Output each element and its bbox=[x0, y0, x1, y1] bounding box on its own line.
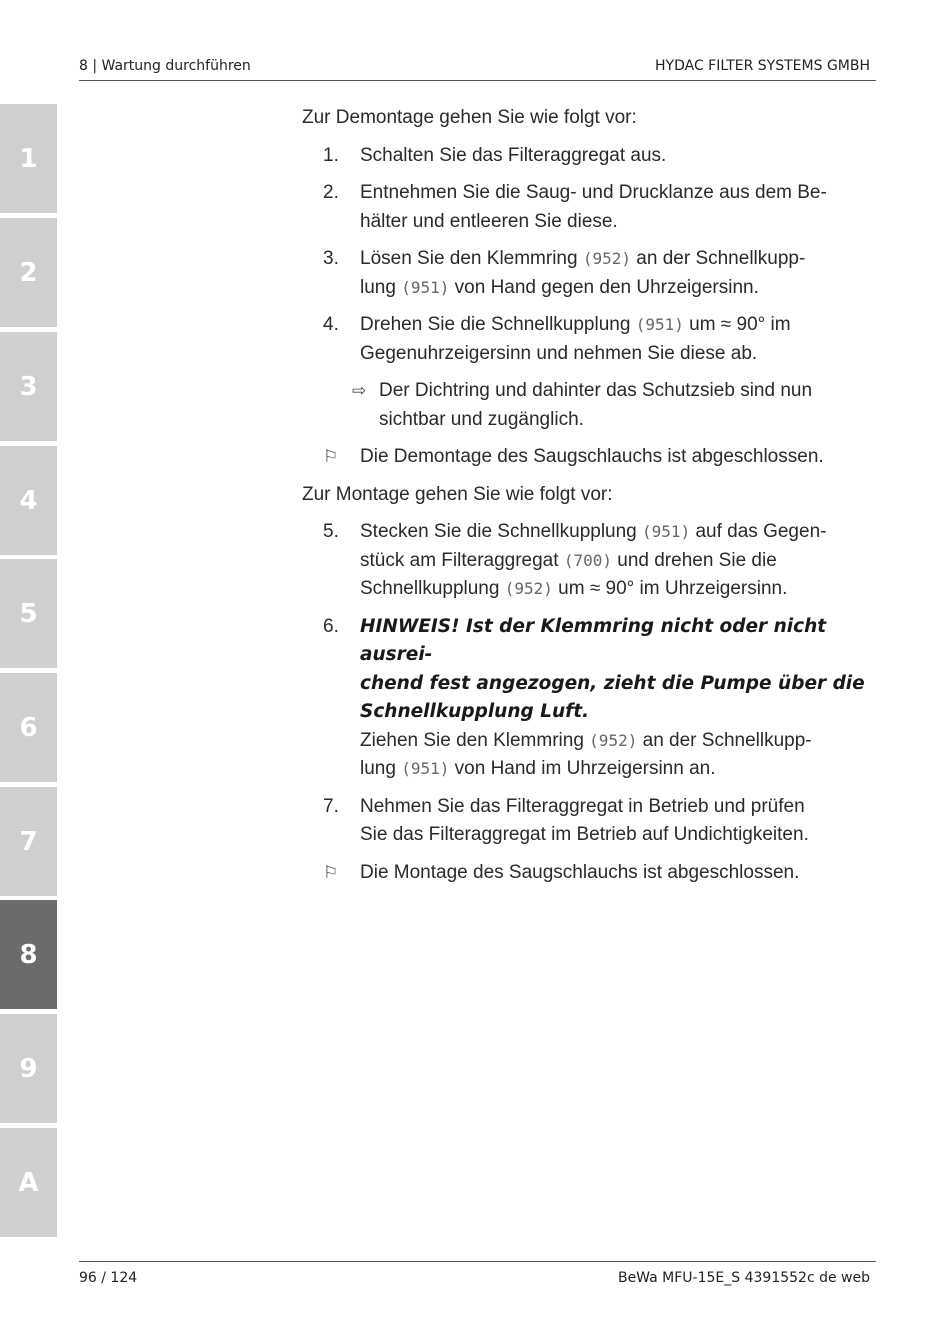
demontage-done bbox=[302, 443, 877, 472]
part-reference: (952) bbox=[589, 730, 638, 750]
part-reference: (951) bbox=[401, 277, 450, 297]
demontage-intro: Zur Demontage gehen Sie wie folgt vor: bbox=[302, 107, 637, 128]
step-text: und drehen Sie die bbox=[611, 549, 777, 571]
step-text: Gegenuhrzeigersinn und nehmen Sie diese ab. bbox=[360, 342, 758, 364]
part-reference: (952) bbox=[504, 579, 553, 598]
step-text: von Hand im Uhrzeigersinn an. bbox=[449, 758, 716, 779]
chapter-tab-7[interactable]: 7 bbox=[0, 787, 57, 896]
step-text-line: Entnehmen Sie die Saug- und Drucklanze aus dem Be- bbox=[360, 182, 827, 203]
document-id: BeWa MFU-15E_S 4391552c de web bbox=[617, 1270, 870, 1286]
flag-icon: ⚐ bbox=[323, 862, 339, 882]
step-text: Stecken Sie die Schnellkupplung bbox=[360, 521, 643, 542]
step-number: 3. bbox=[323, 248, 339, 269]
step-text: an der Schnellkupp- bbox=[631, 248, 806, 269]
step-text-line: Nehmen Sie das Filteraggregat in Betrieb und prüfen bbox=[360, 795, 805, 817]
chapter-tab-3[interactable]: 3 bbox=[0, 332, 57, 441]
page-content bbox=[302, 104, 877, 896]
step-text: Drehen Sie die Schnellkupplung bbox=[360, 314, 636, 335]
step-text: Ziehen Sie den Klemmring bbox=[360, 729, 590, 751]
step-text: stück am Filteraggregat bbox=[360, 549, 564, 571]
done-text: Die Demontage des Saugschlauchs ist abgeschlossen. bbox=[360, 446, 824, 467]
page-header bbox=[79, 56, 876, 81]
step-number: 5. bbox=[323, 521, 339, 542]
chapter-tab-4[interactable]: 4 bbox=[0, 446, 57, 555]
step-text-line: Sie das Filteraggregat im Betrieb auf Undichtigkeiten. bbox=[360, 824, 809, 845]
flag-icon: ⚐ bbox=[323, 447, 339, 466]
warning-text: HINWEIS! Ist der Klemmring nicht oder nicht ausrei- bbox=[360, 615, 827, 665]
result-arrow-icon: ⇨ bbox=[352, 381, 367, 400]
step-text: von Hand gegen den Uhrzeigersinn. bbox=[449, 276, 759, 298]
part-reference: (952) bbox=[582, 249, 632, 268]
warning-text: chend fest angezogen, zieht die Pumpe über die bbox=[360, 672, 865, 694]
chapter-tab-6[interactable]: 6 bbox=[0, 673, 57, 782]
step-text: um ≈ 90° im bbox=[683, 314, 791, 335]
page-number: 96 / 124 bbox=[79, 1270, 138, 1286]
result-text-line: Der Dichtring und dahinter das Schutzsieb sind nun bbox=[379, 380, 813, 401]
chapter-tab-2[interactable]: 2 bbox=[0, 218, 57, 327]
part-reference: (700) bbox=[563, 550, 612, 570]
step-4 bbox=[302, 311, 877, 368]
step-3 bbox=[302, 245, 877, 302]
chapter-tab-a[interactable]: A bbox=[0, 1128, 57, 1237]
part-reference: (951) bbox=[635, 315, 684, 334]
step-number: 7. bbox=[323, 795, 339, 817]
step-6 bbox=[302, 613, 877, 784]
step-2 bbox=[302, 179, 877, 236]
step-text: Lösen Sie den Klemmring bbox=[360, 248, 583, 269]
step-7 bbox=[302, 793, 877, 850]
chapter-tab-1[interactable]: 1 bbox=[0, 104, 57, 213]
step-text-line: hälter und entleeren Sie diese. bbox=[360, 210, 618, 232]
step-number: 2. bbox=[323, 182, 339, 203]
chapter-tab-5[interactable]: 5 bbox=[0, 559, 57, 668]
step-number: 4. bbox=[323, 314, 339, 335]
step-1 bbox=[302, 142, 877, 171]
step-5 bbox=[302, 518, 877, 604]
step-text: lung bbox=[360, 758, 402, 779]
company-name: HYDAC FILTER SYSTEMS GMBH bbox=[655, 58, 870, 74]
step-text: lung bbox=[360, 276, 402, 298]
page-footer bbox=[79, 1261, 876, 1288]
step-text: Schnellkupplung bbox=[360, 578, 505, 599]
montage-done bbox=[302, 859, 877, 888]
step-number: 6. bbox=[323, 615, 339, 637]
step-text: Schalten Sie das Filteraggregat aus. bbox=[360, 144, 667, 166]
step-number: 1. bbox=[323, 144, 339, 166]
warning-text: Schnellkupplung Luft. bbox=[360, 701, 590, 722]
step-4-result bbox=[302, 377, 877, 434]
montage-intro: Zur Montage gehen Sie wie folgt vor: bbox=[302, 483, 613, 505]
step-text: um ≈ 90° im Uhrzeigersinn. bbox=[552, 578, 788, 599]
chapter-tab-9[interactable]: 9 bbox=[0, 1014, 57, 1123]
step-text: auf das Gegen- bbox=[690, 521, 827, 542]
part-reference: (951) bbox=[401, 759, 450, 778]
step-text: an der Schnellkupp- bbox=[637, 729, 812, 751]
chapter-title: 8 | Wartung durchführen bbox=[79, 58, 251, 74]
done-text: Die Montage des Saugschlauchs ist abgeschlossen. bbox=[360, 861, 800, 883]
result-text-line: sichtbar und zugänglich. bbox=[379, 408, 584, 430]
part-reference: (951) bbox=[642, 522, 691, 541]
chapter-tab-8[interactable]: 8 bbox=[0, 900, 57, 1009]
